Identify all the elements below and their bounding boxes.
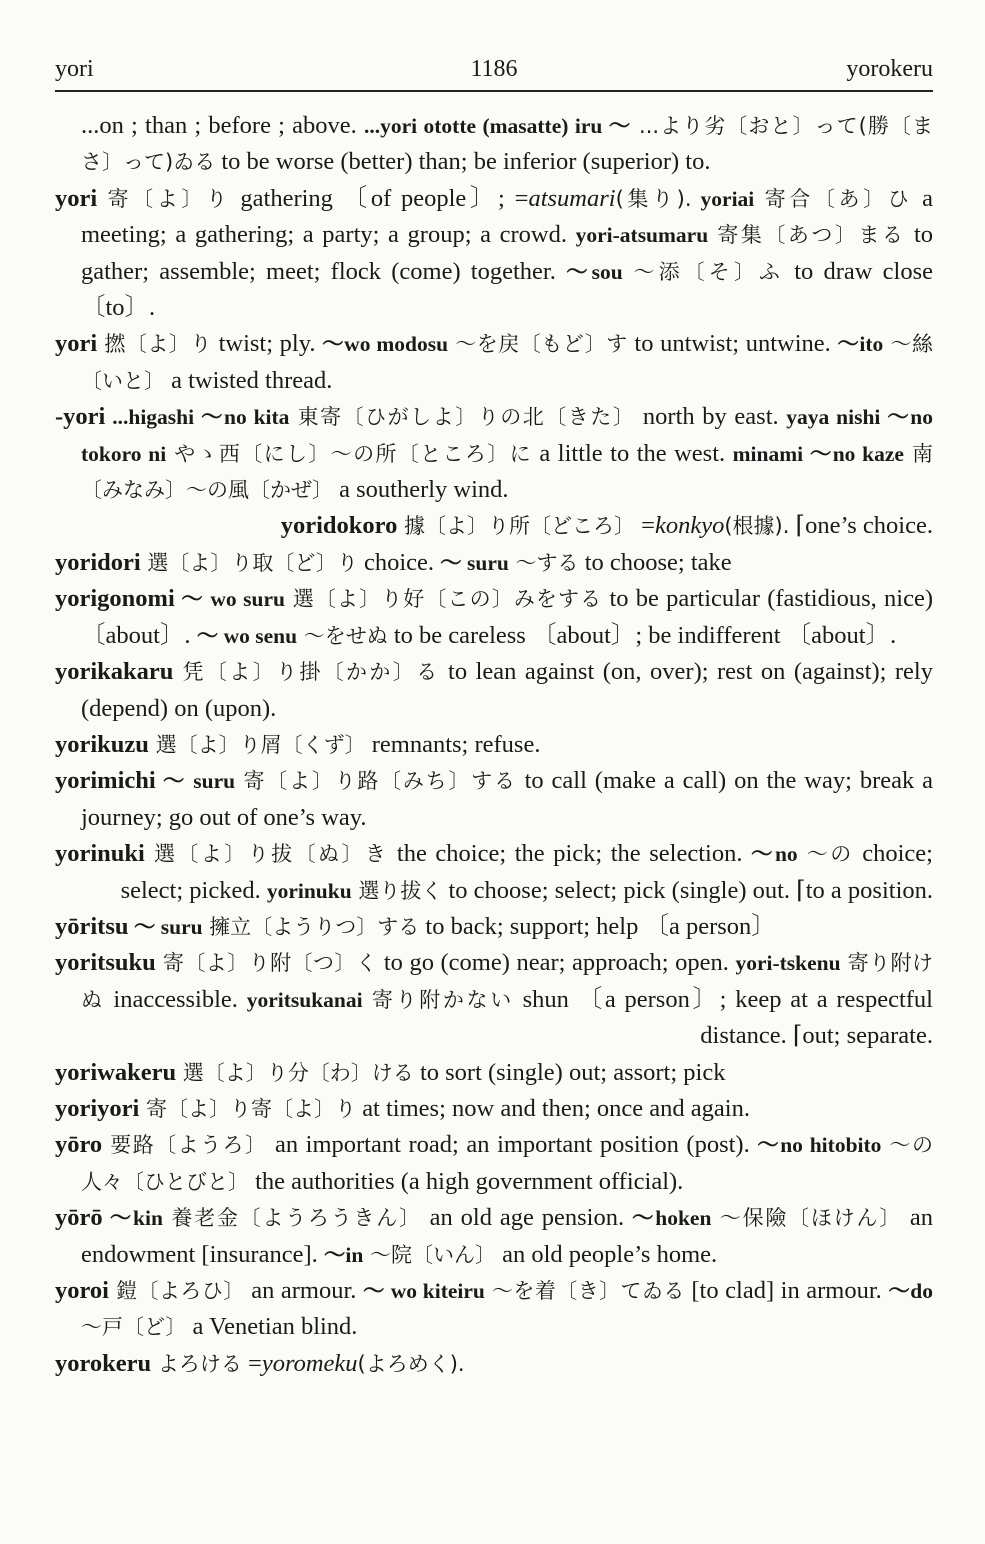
running-head-left: yori [55, 56, 94, 82]
japanese-text: 選〔よ〕り取〔ど〕り [140, 550, 358, 575]
japanese-text: 寄〔よ〕り [97, 186, 231, 211]
japanese-text: 鎧〔よろひ〕 [109, 1279, 245, 1303]
entry-headword: yorigonomi [55, 585, 175, 613]
romaji-phrase: 〜no [751, 842, 798, 867]
romaji-phrase: 〜no hitobito [757, 1133, 882, 1158]
definition-text: north by east. [635, 403, 787, 431]
japanese-text: 東寄〔ひがしよ〕りの北〔きた〕 [289, 405, 636, 430]
japanese-text: やゝ西〔にし〕〜の所〔ところ〕に [166, 441, 532, 466]
romaji-phrase: 〜 wo suru [174, 587, 285, 612]
cross-reference: konkyo [654, 512, 725, 540]
definition-text: to go (come) near; approach; open. [377, 949, 736, 977]
definition-text: a little to the west. [531, 439, 733, 467]
entry-headword: yoroi [55, 1277, 109, 1304]
japanese-text: 〜の人々〔ひとびと〕 [81, 1133, 933, 1194]
romaji-phrase: 〜do [888, 1279, 933, 1303]
dictionary-entry [55, 181, 933, 327]
entry-headword: yōro [55, 1131, 103, 1159]
romaji-phrase: 〜hoken [631, 1206, 712, 1231]
romaji-phrase: yoritsukanai [246, 987, 363, 1012]
japanese-text: 〜する [508, 550, 579, 575]
definition-text: to untwist; untwine. [627, 330, 838, 358]
dictionary-entry [55, 909, 933, 945]
romaji-phrase: 〜ito [837, 332, 884, 357]
romaji-phrase: 〜wo modosu [322, 332, 449, 357]
definition-text: ⌈one’s choice. [789, 512, 933, 540]
definition-text: a twisted thread. [165, 366, 333, 394]
entry-headword: yoriyori [55, 1094, 140, 1122]
definition-text: to be particular (fastidious, nice) 〔about〕. [81, 585, 933, 649]
definition-text: to choose; select; pick (single) out. ⌈to a position. [442, 876, 933, 904]
running-head-right: yorokeru [846, 56, 933, 82]
entry-headword: yorokeru [55, 1349, 152, 1377]
entry-headword: yorimichi [55, 767, 156, 795]
romaji-phrase: yori-tskenu [735, 951, 841, 976]
japanese-text: 〜添〔そ〕ふ [622, 259, 784, 284]
definition-text: to choose; take [578, 548, 732, 576]
definition-text: an armour. [244, 1277, 363, 1304]
definition-text: to gather; assemble; meet; flock (come) together. [81, 221, 934, 285]
japanese-text: 選り拔く [351, 878, 443, 903]
japanese-text: 擁立〔ようりつ〕する [202, 914, 420, 939]
entry-headword: yōrō [55, 1204, 103, 1232]
japanese-text: 寄集〔あつ〕まる [708, 223, 906, 248]
japanese-text: 撚〔よ〕り [97, 332, 212, 357]
japanese-text: 〜を着〔き〕てゐる [484, 1279, 685, 1303]
dictionary-entry [55, 1273, 933, 1346]
japanese-text: 〜の [797, 842, 854, 867]
dictionary-entry [55, 763, 933, 836]
entry-headword: yoriwakeru [55, 1058, 177, 1086]
japanese-text: 要路〔ようろ〕 [102, 1133, 268, 1158]
page-header [55, 50, 933, 92]
japanese-text: 寄〔よ〕り寄〔よ〕り [139, 1096, 357, 1121]
definition-text: choice. [357, 548, 441, 576]
dictionary-entry [55, 727, 933, 763]
definition-text: = [241, 1349, 262, 1377]
definition-text: an old age pension. [421, 1204, 632, 1232]
definition-text: at times; now and then; once and again. [356, 1094, 750, 1122]
dictionary-entry [55, 1127, 933, 1200]
japanese-text: 〜絲〔いと〕 [81, 332, 933, 393]
japanese-text: 〜保險〔ほけん〕 [711, 1206, 902, 1231]
definition-text: the choice; the pick; the selection. [388, 840, 752, 868]
definition-text: to sort (single) out; assort; pick [413, 1058, 726, 1086]
entry-headword: yori [55, 184, 98, 212]
entry-headword: yorikuzu [55, 730, 149, 758]
dictionary-entry [55, 399, 933, 508]
japanese-text: 〜戸〔ど〕 [81, 1315, 187, 1340]
japanese-text: 南〔みなみ〕〜の風〔かぜ〕 [81, 441, 933, 503]
japanese-text: 寄り附けぬ [81, 951, 933, 1012]
definition-text: = [635, 512, 655, 540]
japanese-text: 養老金〔ようろうきん〕 [162, 1206, 422, 1231]
romaji-phrase: yorinuku [266, 878, 352, 903]
definition-text: to back; support; help 〔a person〕 [419, 912, 776, 940]
romaji-phrase: yori-atsumaru [575, 223, 709, 248]
definition-text: to draw close 〔to〕. [81, 257, 933, 322]
dictionary-entry [55, 1346, 933, 1382]
japanese-text: 寄り附かない [362, 987, 514, 1012]
japanese-text: 〜を戻〔もど〕す [448, 332, 628, 357]
definition-text: the authorities (a high government official). [249, 1167, 684, 1195]
definition-text: choice; select; picked. [120, 840, 933, 904]
japanese-text: 選〔よ〕り拔〔ぬ〕き [144, 842, 389, 867]
romaji-phrase: 〜in [323, 1242, 364, 1267]
definition-text: ...on ; than ; before ; above. [81, 112, 364, 139]
dictionary-entry [55, 1091, 933, 1127]
romaji-phrase: 〜kin [102, 1206, 163, 1231]
definition-text: an endowment [insurance]. [81, 1204, 933, 1268]
entry-headword: yoridokoro [280, 512, 398, 540]
japanese-text: 寄合〔あ〕ひ [754, 186, 913, 211]
definition-text: an old people’s home. [496, 1240, 718, 1268]
romaji-phrase: ...higashi 〜no kita [105, 405, 290, 430]
definition-text: to be worse (better) than; be inferior (superior) to. [215, 148, 711, 176]
definition-text: remnants; refuse. [365, 730, 541, 758]
definition-text: shun 〔a person〕; keep at a respectful distance. ⌈out; separate. [513, 985, 933, 1050]
definition-text: gathering 〔of people〕; = [230, 184, 529, 212]
definition-text: a Venetian blind. [186, 1313, 358, 1341]
japanese-text: (集り). [615, 186, 692, 211]
romaji-phrase: yaya nishi 〜no tokoro ni [81, 405, 933, 466]
definition-text: to be careless 〔about〕; be indifferent 〔about〕. [387, 621, 897, 649]
dictionary-entry [55, 654, 933, 727]
entry-headword: yōritsu [55, 912, 129, 940]
definition-text: [to clad] in armour. [684, 1277, 889, 1304]
cross-reference: yoromeku [261, 1349, 358, 1377]
japanese-text: 寄〔よ〕り附〔つ〕く [155, 951, 378, 976]
romaji-phrase: ...yori ototte (masatte) iru 〜 [363, 114, 632, 138]
definition-text: inaccessible. [104, 985, 247, 1013]
entry-headword: yorikakaru [55, 658, 174, 686]
romaji-phrase: 〜 wo kiteiru [362, 1279, 485, 1303]
japanese-text: 〜をせぬ [297, 623, 388, 648]
cross-reference: atsumari [528, 184, 616, 212]
japanese-text: 凭〔よ〕り掛〔かか〕る [173, 660, 440, 685]
romaji-phrase: 〜 wo senu [196, 623, 298, 648]
dictionary-entry [55, 1055, 933, 1091]
romaji-phrase: 〜 suru [128, 914, 203, 939]
romaji-phrase: 〜sou [566, 259, 623, 284]
romaji-phrase: minami 〜no kaze [732, 441, 904, 466]
japanese-text: 選〔よ〕り屑〔くず〕 [148, 732, 366, 757]
definition-text: twist; ply. [211, 330, 323, 358]
dictionary-entry [55, 545, 933, 581]
entry-headword: yoridori [55, 548, 141, 576]
definition-text: a meeting; a gathering; a party; a group; a crowd. [81, 184, 934, 249]
japanese-text: 據〔よ〕り所〔どころ〕 [397, 514, 636, 539]
dictionary-entry [55, 945, 933, 1054]
definition-text: a southerly wind. [333, 476, 509, 504]
entry-headword: yori [55, 330, 98, 358]
romaji-phrase: 〜 suru [440, 550, 509, 575]
romaji-phrase: 〜 suru [155, 769, 236, 794]
definition-text: an important road; an important position (post). [267, 1131, 758, 1159]
page-number: 1186 [470, 56, 518, 82]
dictionary-entry [55, 108, 933, 181]
japanese-text: 選〔よ〕り好〔この〕みをする [284, 587, 603, 612]
japanese-text: 選〔よ〕り分〔わ〕ける [176, 1060, 414, 1085]
romaji-phrase: yoriai [691, 186, 755, 211]
japanese-text: ...より劣〔おと〕って(勝〔まさ〕って)ゐる [81, 114, 933, 175]
dictionary-entry [55, 836, 933, 909]
japanese-text: 〜院〔いん〕 [363, 1242, 496, 1267]
japanese-text: (根據). [724, 514, 790, 539]
definition-text: to lean against (on, over); rest on (against); rely (depend) on (upon). [81, 658, 933, 722]
dictionary-entries [55, 108, 933, 1382]
japanese-text: (よろめく). [357, 1351, 465, 1376]
dictionary-entry [55, 326, 933, 399]
entry-headword: -yori [55, 403, 106, 431]
entry-headword: yoritsuku [55, 949, 156, 977]
entry-headword: yorinuki [55, 840, 145, 868]
dictionary-entry [55, 581, 933, 654]
dictionary-entry [55, 1200, 933, 1273]
japanese-text: 寄〔よ〕り路〔みち〕する [235, 769, 517, 794]
dictionary-entry [55, 508, 933, 544]
japanese-text: よろける [151, 1351, 242, 1376]
definition-text: to call (make a call) on the way; break a journey; go out of one’s way. [81, 767, 933, 831]
